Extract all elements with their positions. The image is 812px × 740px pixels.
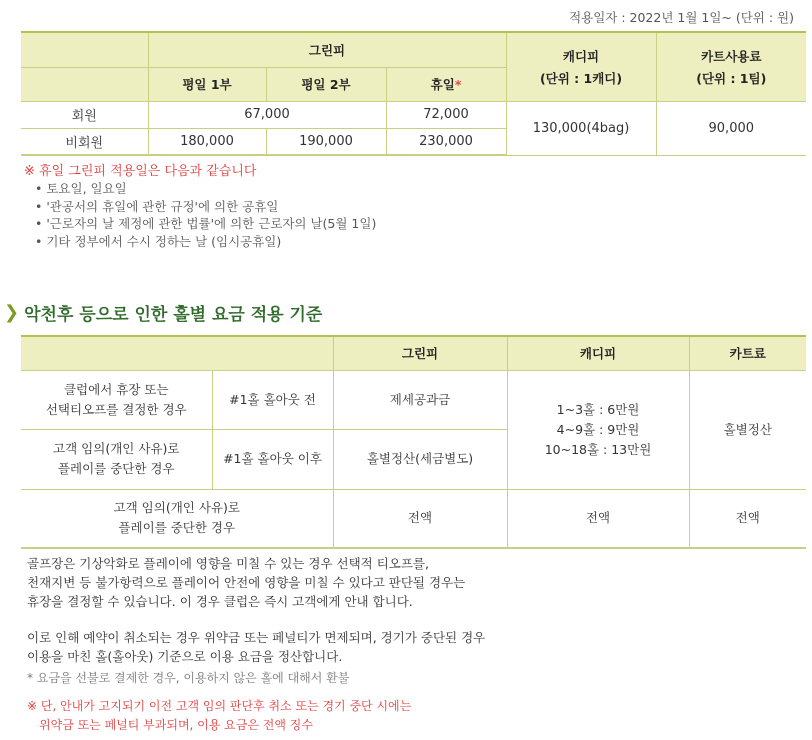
chevron-right-icon: ❯ <box>4 302 20 323</box>
list-item: • 기타 정부에서 수시 정하는 날 (임시공휴일) <box>35 233 376 251</box>
weekday1-header: 평일 1부 <box>148 67 266 101</box>
greenfee-full: 전액 <box>333 489 507 548</box>
weather-greenfee-header: 그린피 <box>333 336 507 370</box>
caddie-fee-value: 130,000(4bag) <box>506 101 656 155</box>
list-item: • 토요일, 일요일 <box>35 180 376 198</box>
description-paragraph-2: 이로 인해 예약이 취소되는 경우 위약금 또는 페널티가 면제되며, 경기가 중단된 경우 이용을 마친 홀(홀아웃) 기준으로 이용 요금을 정산합니다. <box>27 630 486 664</box>
penalty-warning: ※ 단, 안내가 고지되기 이전 고객 임의 판단후 취소 또는 경기 중단 시에는 위약금 또는 페널티 부과되며, 이용 요금은 전액 징수 <box>27 699 412 732</box>
nonmember-weekday1-fee: 180,000 <box>148 128 266 155</box>
member-label: 회원 <box>21 101 148 128</box>
greenfee-per-hole: 홀별정산(세금별도) <box>333 429 507 489</box>
section-title: ❯ 악천후 등으로 인한 홀별 요금 적용 기준 <box>4 302 323 325</box>
member-weekday-fee: 67,000 <box>148 101 386 128</box>
refund-note: * 요금을 선불로 결제한 경우, 이용하지 않은 홀에 대해서 환불 <box>27 671 350 685</box>
weather-caddie-header: 캐디피 <box>507 336 689 370</box>
holiday-list <box>35 180 376 250</box>
nonmember-holiday-fee: 230,000 <box>386 128 506 155</box>
holiday-header: 휴일* <box>386 67 506 101</box>
list-item: • '관공서의 휴일에 관한 규정'에 의한 공휴일 <box>35 198 376 216</box>
caddie-fee-by-holes: 1~3홀 : 6만원 4~9홀 : 9만원 10~18홀 : 13만원 <box>507 370 689 489</box>
fee-table-corner <box>21 32 148 67</box>
greenfee-tax-only: 제세공과금 <box>333 370 507 429</box>
timing-before-hole1: #1홀 홀아웃 전 <box>212 370 333 429</box>
condition-club-closure: 클럽에서 휴장 또는 선택티오프를 결정한 경우 <box>21 370 212 429</box>
fee-table <box>21 31 806 156</box>
weather-fee-table <box>21 335 806 549</box>
effective-date-note: 적용일자 : 2022년 1월 1일~ (단위 : 원) <box>569 10 794 25</box>
member-holiday-fee: 72,000 <box>386 101 506 128</box>
fee-table-label-header <box>21 67 148 101</box>
nonmember-label: 비회원 <box>21 128 148 155</box>
timing-after-hole1: #1홀 홀아웃 이후 <box>212 429 333 489</box>
weekday2-header: 평일 2부 <box>266 67 386 101</box>
cart-fee-value: 90,000 <box>656 101 806 155</box>
cart-fee-by-holes: 홀별정산 <box>689 370 806 489</box>
greenfee-header: 그린피 <box>148 32 506 67</box>
holiday-note-title: ※ 휴일 그린피 적용일은 다음과 같습니다 <box>24 164 257 179</box>
description-paragraph-1: 골프장은 기상악화로 플레이에 영향을 미칠 수 있는 경우 선택적 티오프를, 천재지변 등 불가항력으로 플레이어 안전에 영향을 미칠 수 있다고 판단될 경우는 휴장을 결정할 수 있습니다. 이 경우 클럽은 즉시 고객에게 안내 합니다. <box>27 556 466 609</box>
cart-full: 전액 <box>689 489 806 548</box>
list-item: • '근로자의 날 제정에 관한 법률'에 의한 근로자의 날(5월 1일) <box>35 215 376 233</box>
nonmember-weekday2-fee: 190,000 <box>266 128 386 155</box>
cart-fee-header: 카트사용료 (단위 : 1팀) <box>656 32 806 101</box>
condition-customer-stop: 고객 임의(개인 사유)로 플레이를 중단한 경우 <box>21 429 212 489</box>
caddie-full: 전액 <box>507 489 689 548</box>
condition-customer-stop-full: 고객 임의(개인 사유)로 플레이를 중단한 경우 <box>21 489 333 548</box>
weather-cart-header: 카트료 <box>689 336 806 370</box>
weather-table-corner <box>21 336 333 370</box>
caddie-fee-header: 캐디피 (단위 : 1캐디) <box>506 32 656 101</box>
